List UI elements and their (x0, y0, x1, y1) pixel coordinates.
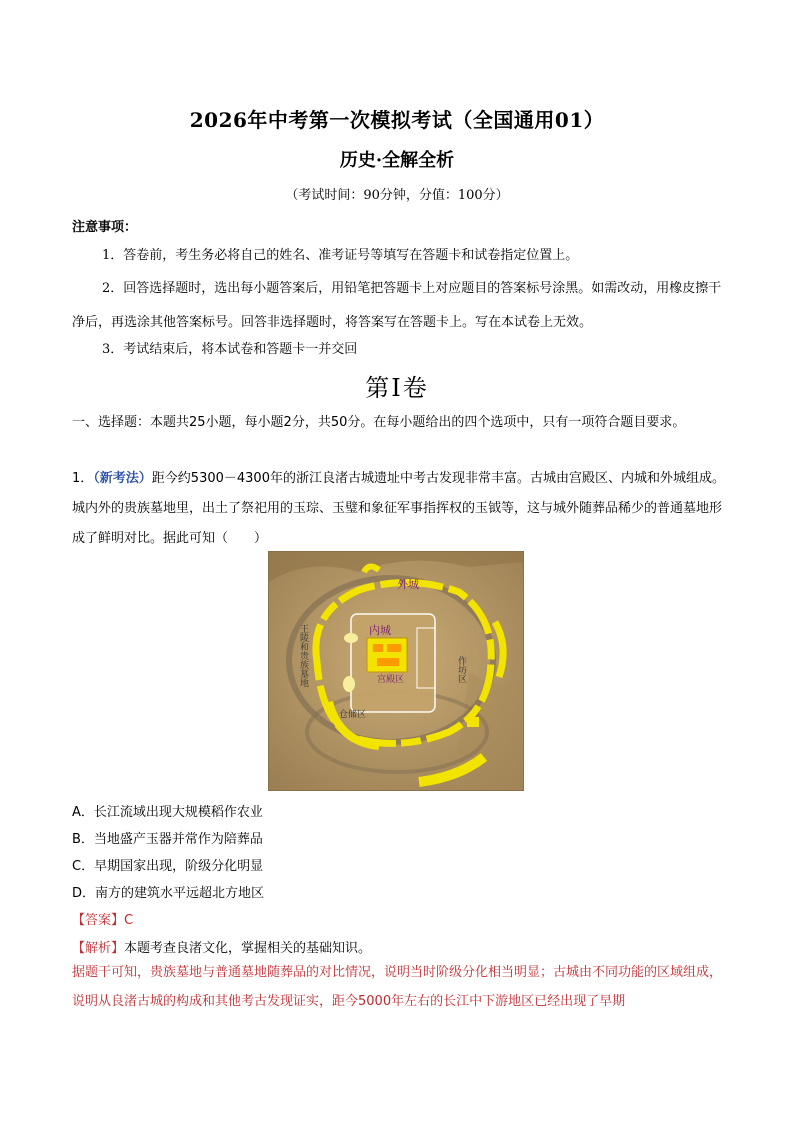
analysis-intro: 本题考查良渚文化，掌握相关的基础知识。 (124, 941, 372, 956)
notice-item-3: 3．考试结束后，将本试卷和答题卡一并交回 (102, 342, 358, 357)
liangzhu-map (269, 552, 523, 790)
question-text: 距今约5300－4300年的浙江良渚古城遗址中考古发现非常丰富。古城由宫殿区、内城和外城组成。城内外的贵族墓地里，出土了祭祀用的玉琮、玉璧和象征军事指挥权的玉钺等，这与城外随葬品稀少的普通墓地形成了鲜明对比。据此可知（ ） (72, 471, 725, 546)
palace-zone (367, 638, 407, 672)
page-title: 2026年中考第一次模拟考试（全国通用01） (189, 108, 605, 132)
section-instruction: 一、选择题：本题共25小题，每小题2分，共50分。在每小题给出的四个选项中，只有一项符合题目要求。 (72, 415, 686, 430)
option-c: C．早期国家出现，阶级分化明显 (72, 859, 264, 874)
question-tag: （新考法） (93, 471, 152, 486)
question-stem (72, 464, 727, 554)
option-d: D．南方的建筑水平远超北方地区 (72, 886, 265, 901)
liangzhu-map-figure (268, 551, 524, 791)
palace-building-3 (377, 658, 399, 666)
label-workshop: 作坊区 (456, 656, 466, 683)
option-b: B．当地盛产玉器并常作为陪葬品 (72, 832, 263, 847)
option-a: A．长江流域出现大规模稻作农业 (72, 805, 263, 820)
answer-line (72, 909, 133, 928)
analysis-body: 据题干可知，贵族墓地与普通墓地随葬品的对比情况，说明当时阶级分化相当明显；古城由不同功能的区域组成，说明从良渚古城的构成和其他考古发现证实，距今5000年左右的长江中下游地区已经出现了早期 (72, 965, 723, 1009)
palace-building-2 (387, 644, 401, 652)
label-palace: 宫殿区 (377, 675, 405, 685)
label-outer-city: 外城 (397, 578, 419, 591)
label-storage: 仓储区 (339, 710, 367, 720)
outer-mound (467, 717, 479, 727)
tomb-mound-2 (343, 676, 355, 692)
exam-info: （考试时间：90分钟，分值：100分） (285, 188, 509, 203)
palace-building-1 (373, 644, 383, 652)
analysis-label: 【解析】 (72, 941, 125, 956)
question-number: 1． (72, 471, 94, 486)
notice-item-2: 2．回答选择题时，选出每小题答案后，用铅笔把答题卡上对应题目的答案标号涂黑。如需改动，用橡皮擦干净后，再选涂其他答案标号。回答非选择题时，将答案写在答题卡上。写在本试卷上无效。 (72, 281, 722, 330)
notice-item-1: 1．答卷前，考生务必将自己的姓名、准考证号等填写在答题卡和试卷指定位置上。 (102, 248, 579, 263)
answer-label: 【答案】 (72, 913, 125, 928)
section-title: 第Ⅰ卷 (365, 374, 429, 402)
tomb-mound-1 (344, 633, 358, 643)
label-inner-city: 内城 (369, 624, 391, 637)
analysis-line (72, 937, 371, 956)
answer-value: C (124, 913, 134, 928)
page-subtitle: 历史·全解全析 (339, 150, 455, 171)
notice-heading: 注意事项： (72, 220, 138, 235)
label-tombs: 王陵和贵族墓地 (298, 624, 308, 687)
